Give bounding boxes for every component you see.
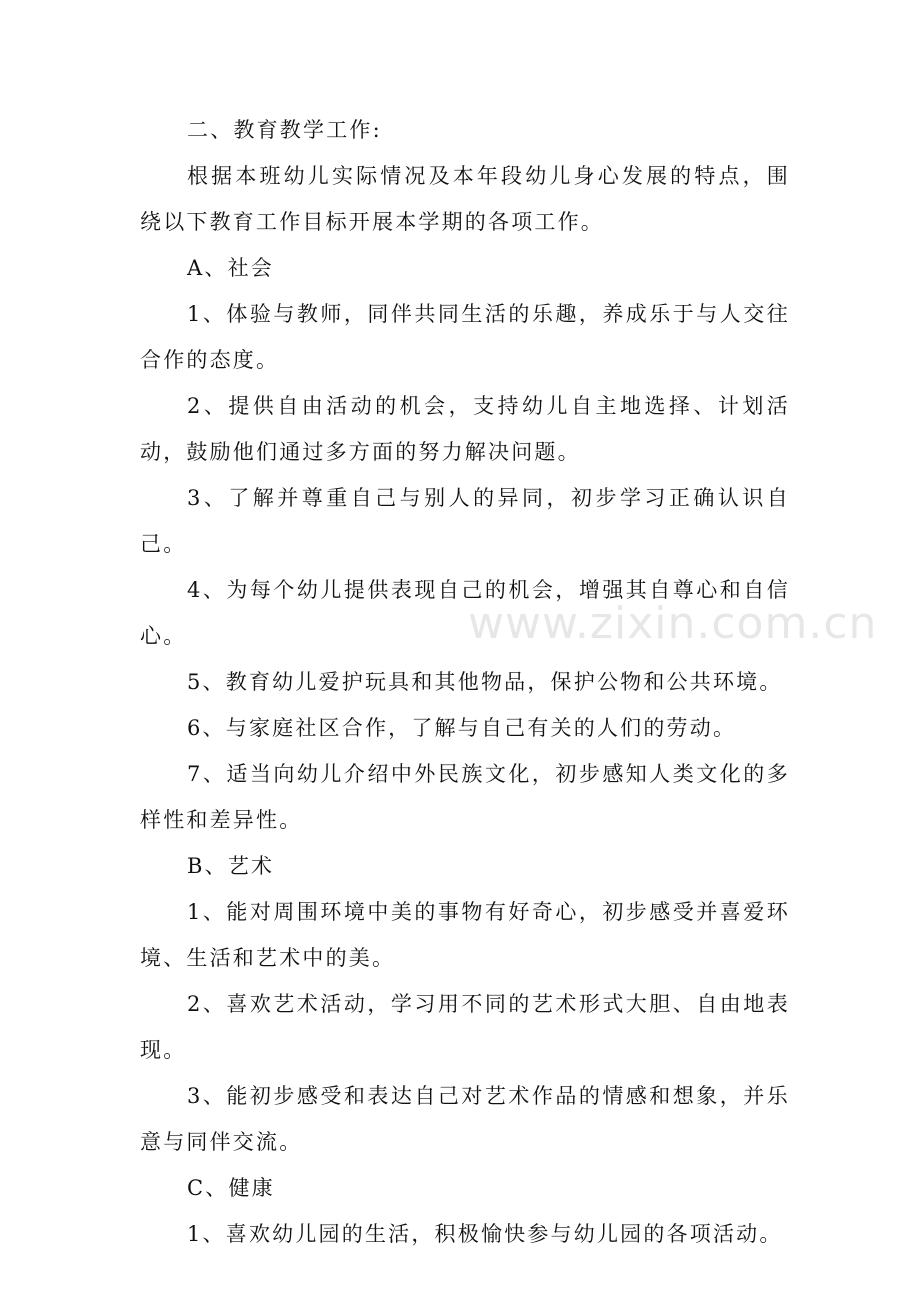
subsection-heading-art: B、艺术 (187, 854, 275, 878)
list-item: 6、与家庭社区合作，了解与自己有关的人们的劳动。 (187, 716, 737, 740)
subsection-heading-health: C、健康 (187, 1176, 275, 1200)
list-item: 1、体验与教师，同伴共同生活的乐趣，养成乐于与人交往合作的态度。 (140, 302, 790, 372)
section-heading: 二、教育教学工作: (187, 118, 382, 142)
list-item: 5、教育幼儿爱护玩具和其他物品，保护公物和公共环境。 (187, 670, 783, 694)
list-item: 2、提供自由活动的机会，支持幼儿自主地选择、计划活动，鼓励他们通过多方面的努力解决问题。 (140, 394, 790, 464)
list-item: 3、了解并尊重自己与别人的异同，初步学习正确认识自己。 (140, 486, 790, 556)
list-item: 7、适当向幼儿介绍中外民族文化，初步感知人类文化的多样性和差异性。 (140, 762, 790, 832)
watermark: www.zixin.com.cn (468, 598, 878, 649)
list-item: 3、能初步感受和表达自己对艺术作品的情感和想象，并乐意与同伴交流。 (140, 1084, 790, 1154)
document-body (140, 107, 790, 1257)
list-item: 1、喜欢幼儿园的生活，积极愉快参与幼儿园的各项活动。 (187, 1222, 783, 1246)
list-item: 1、能对周围环境中美的事物有好奇心，初步感受并喜爱环境、生活和艺术中的美。 (140, 900, 790, 970)
subsection-heading-social: A、社会 (187, 256, 274, 280)
intro-paragraph: 根据本班幼儿实际情况及本年段幼儿身心发展的特点，围绕以下教育工作目标开展本学期的各项工作。 (140, 164, 790, 234)
list-item: 4、为每个幼儿提供表现自己的机会，增强其自尊心和自信心。 (140, 578, 790, 648)
list-item: 2、喜欢艺术活动，学习用不同的艺术形式大胆、自由地表现。 (140, 992, 790, 1062)
